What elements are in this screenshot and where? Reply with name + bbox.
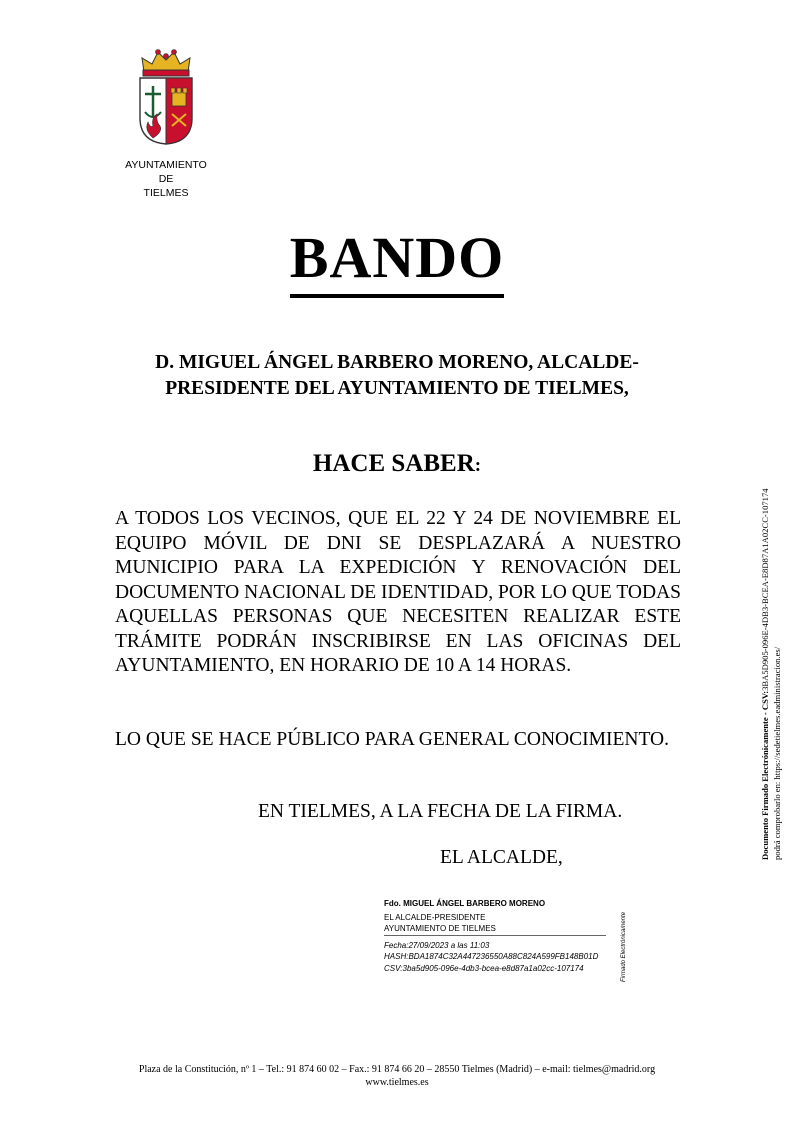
mayor-intro-line-1: D. MIGUEL ÁNGEL BARBERO MORENO, ALCALDE- xyxy=(155,352,639,373)
announcement-colon: : xyxy=(474,455,482,476)
footer-address: Plaza de la Constitución, nº 1 – Tel.: 91 874 60 02 – Fax.: 91 874 66 20 – 28550 Tielmes (Madrid) – e-mail: tielmes@madrid.org xyxy=(138,1064,656,1075)
council-line-1: AYUNTAMIENTO xyxy=(125,159,207,171)
body-paragraph-2: LO QUE SE HACE PÚBLICO PARA GENERAL CONOCIMIENTO. xyxy=(115,729,669,750)
side-verify-line[interactable]: podrá comprobarlo en: https://sedetielmes.eadministracion.es/ xyxy=(772,646,782,860)
announcement-heading-wrapper xyxy=(0,450,794,478)
signature-block xyxy=(384,898,616,974)
signature-organization: AYUNTAMIENTO DE TIELMES xyxy=(384,923,606,936)
footer-website[interactable]: www.tielmes.es xyxy=(365,1077,429,1088)
signatory-title: EL ALCALDE, xyxy=(440,847,563,868)
signature-csv: CSV:3ba5d905-096e-4db3-bcea-e8d87a1a02cc-107174 xyxy=(384,963,584,973)
signature-vertical-label-wrapper xyxy=(621,902,631,982)
council-line-2: DE xyxy=(158,173,174,185)
footer xyxy=(0,1063,794,1089)
signature-role: EL ALCALDE-PRESIDENTE xyxy=(384,912,486,922)
side-csv-code: 3BA5D905-096E-4DB3-BCEA-E8D87A1A02CC-107174 xyxy=(760,488,770,691)
signature-name: Fdo. MIGUEL ÁNGEL BARBERO MORENO xyxy=(384,899,546,908)
body-paragraph-1: A TODOS LOS VECINOS, QUE EL 22 Y 24 DE NOVIEMBRE EL EQUIPO MÓVIL DE DNI SE DESPLAZARÁ A NUESTRO MUNICIPIO PARA LA EXPEDICIÓN Y RENOVACIÓN DEL DOCUMENTO NACIONAL DE IDENTIDAD, POR LO QUE TODAS AQUELLAS PERSONAS QUE NECESITEN REALIZAR ESTE TRÁMITE PODRÁN INSCRIBIRSE EN LAS OFICINAS DEL AYUNTAMIENTO, EN HORARIO DE 10 A 14 HORAS. xyxy=(115,508,681,676)
mayor-intro-line-2: PRESIDENTE DEL AYUNTAMIENTO DE TIELMES, xyxy=(165,378,629,399)
side-csv-line xyxy=(760,488,770,860)
document-title: BANDO xyxy=(290,222,504,298)
announcement-heading: HACE SABER xyxy=(312,450,475,477)
place-date: EN TIELMES, A LA FECHA DE LA FIRMA. xyxy=(258,801,623,822)
signature-date: Fecha:27/09/2023 a las 11:03 xyxy=(384,940,490,950)
document-title-wrapper xyxy=(0,222,794,298)
signature-vertical-label: Firmado Electrónicamente xyxy=(621,911,627,982)
side-csv-label: Documento Firmado Electrónicamente - CSV: xyxy=(760,690,770,860)
council-name xyxy=(110,158,222,200)
coat-of-arms-icon xyxy=(136,48,196,146)
electronic-signature-sidebar xyxy=(752,455,792,860)
council-line-3: TIELMES xyxy=(143,187,189,199)
signature-hash: HASH:BDA1874C32A447236550A88C824A599FB148B01D xyxy=(384,952,599,961)
mayor-intro xyxy=(100,350,694,402)
